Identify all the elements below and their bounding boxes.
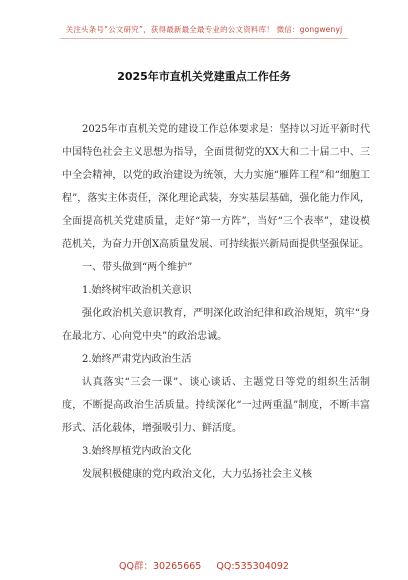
- intro-paragraph: 2025年市直机关党的建设工作总体要求是：坚持以习近平新时代中国特色社会主义思想为指导，全面贯彻党的XX大和二十届二中、三中全会精神，以党的政治建设为统领，大力实施“雁阵工程”和“细胞工程”，落实主体责任，深化理论武装，夯实基层基础，强化能力作风，全面提高机关党建质量，走好“第一方阵”，当好“三个表率”，建设模范机关，为奋力开创X高质量发展、可持续振兴新局面提供坚强保证。: [62, 124, 370, 250]
- footer-qq-group: QQ群：30265665: [119, 561, 202, 572]
- item-heading-3: 3.始终厚植党内政治文化: [82, 446, 192, 457]
- document-title: 2025年市直机关党建重点工作任务: [117, 70, 291, 83]
- item-heading-1: 1.始终树牢政治机关意识: [82, 285, 192, 296]
- item-paragraph-3: 发展积极健康的党内政治文化，大力弘扬社会主义核: [82, 469, 312, 480]
- footer-contact: [0, 558, 408, 572]
- header-note: 关注头条号“公文研究”，获得最新最全最专业的公文资料库！ 微信：gongwenyj: [65, 25, 343, 34]
- header-divider: [60, 38, 348, 39]
- footer-qq-number: QQ:535304092: [216, 561, 289, 572]
- item-paragraph-1: 强化政治机关意识教育，严明深化政治纪律和政治规矩，筑牢“身在最北方、心向党中央”的政治忠诚。: [62, 308, 370, 342]
- document-body: [62, 118, 370, 486]
- item-paragraph-2: 认真落实“三会一课”、谈心谈话、主题党日等党的组织生活制度，不断提高政治生活质量。持续深化“一过两重温”制度，不断丰富形式、活化载体，增强吸引力、鲜活度。: [62, 377, 370, 434]
- section-heading-1: 一、带头做到“两个维护”: [82, 262, 193, 273]
- item-heading-2: 2.始终严肃党内政治生活: [82, 354, 192, 365]
